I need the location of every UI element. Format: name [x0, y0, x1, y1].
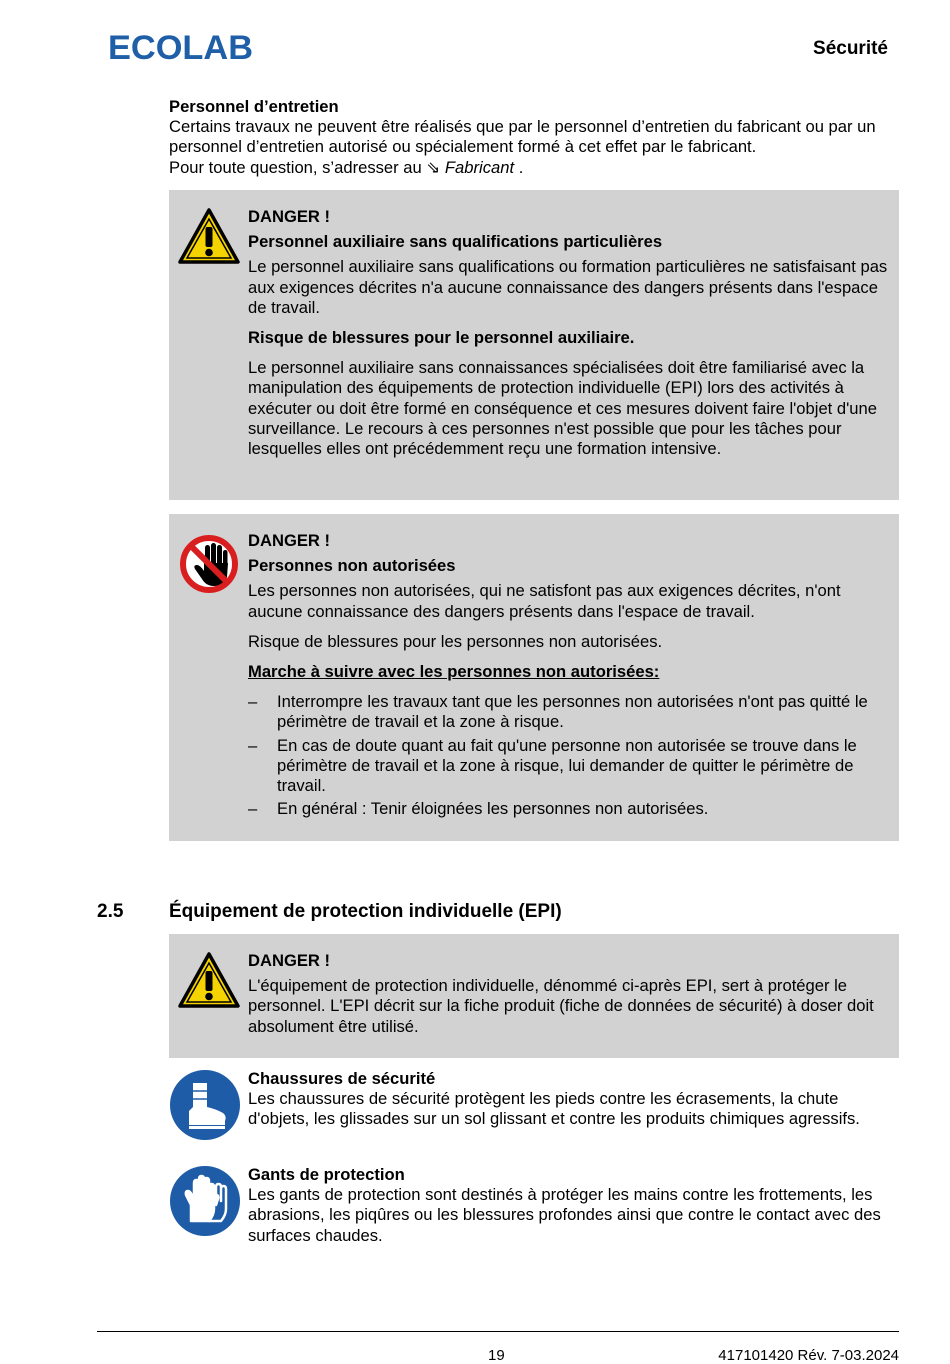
ppe-title: Chaussures de sécurité [248, 1069, 436, 1088]
protective-gloves-icon [169, 1165, 241, 1242]
danger-text: Les personnes non autorisées, qui ne satisfont pas aux exigences décrites, n'ont aucune connaissance des dangers présents dans l'espace de travail. [248, 581, 841, 621]
warning-triangle-icon [178, 952, 240, 1013]
dash: – [248, 692, 258, 712]
danger-title: Personnes non autorisées [248, 556, 456, 576]
page-number: 19 [488, 1347, 505, 1364]
intro-block [169, 97, 899, 178]
list-item [248, 692, 892, 732]
dash: – [248, 799, 258, 819]
danger-box-unauthorized [169, 514, 899, 841]
question-prefix: Pour toute question, s’adresser au [169, 157, 422, 177]
danger-text: L'équipement de protection individuelle, dénommé ci-après EPI, sert à protéger le personnel. L'EPI décrit sur la fiche produit (fiche de données de sécurité) à doser doit absolument être utilisé. [248, 976, 874, 1036]
list-item-text: En général : Tenir éloignées les personnes non autorisées. [277, 799, 709, 819]
danger-signal: DANGER ! [248, 951, 331, 970]
procedure-heading: Marche à suivre avec les personnes non autorisées: [248, 662, 660, 682]
danger-consequence: Risque de blessures pour les personnes non autorisées. [248, 631, 663, 651]
intro-text: Certains travaux ne peuvent être réalisés que par le personnel d’entretien du fabricant ou par un personnel d’entretien autorisé ou spécialement formé à cet effet par le fabricant. [169, 117, 876, 157]
danger-text: Le personnel auxiliaire sans qualifications ou formation particulières ne satisfaisant pas aux exigences décrites n'a aucune connaissance des dangers présents dans l'espace de travail. [248, 257, 888, 317]
no-entry-hand-icon [178, 533, 240, 600]
procedure-list [248, 692, 892, 819]
document-reference: 417101420 Rév. 7-03.2024 [718, 1347, 899, 1364]
header-title: Sécurité [813, 38, 888, 59]
safety-boot-icon [169, 1069, 241, 1146]
footer-divider [97, 1331, 899, 1332]
ppe-text: Les gants de protection sont destinés à protéger les mains contre les frottements, les abrasions, les piqûres ou les blessures profondes ainsi que contre le contact avec des surfaces chaudes. [248, 1185, 881, 1245]
section-number: 2.5 [97, 901, 124, 922]
dash: – [248, 735, 258, 755]
danger-box-ppe [169, 934, 899, 1058]
danger-title: Personnel auxiliaire sans qualifications particulières [248, 232, 663, 252]
link-arrow-icon: ⇘ [426, 157, 441, 177]
list-item-text: Interrompre les travaux tant que les personnes non autorisées n'ont pas quitté le périmètre de travail et la zone à risque. [277, 692, 868, 732]
warning-triangle-icon [178, 208, 240, 269]
fabricant-link[interactable]: Fabricant [444, 157, 515, 177]
danger-consequence: Risque de blessures pour le personnel auxiliaire. [248, 328, 635, 348]
intro-question [169, 158, 899, 178]
danger-box-auxiliary [169, 190, 899, 500]
danger-signal: DANGER ! [248, 207, 331, 226]
question-suffix: . [518, 157, 524, 177]
section-title: Équipement de protection individuelle (EPI) [169, 901, 562, 922]
list-item [248, 799, 892, 819]
logo-text: ECOLAB [108, 30, 253, 62]
list-item-text: En cas de doute quant au fait qu'une personne non autorisée se trouve dans le périmètre de travail et la zone à risque, lui demander de quitter le périmètre de travail. [277, 735, 857, 796]
ecolab-logo [108, 30, 258, 67]
ppe-title: Gants de protection [248, 1165, 405, 1184]
list-item [248, 736, 892, 797]
danger-signal: DANGER ! [248, 531, 331, 550]
danger-measure: Le personnel auxiliaire sans connaissances spécialisées doit être familiarisé avec la manipulation des équipements de protection individuelle (EPI) lors des activités à exécuter ou doit être formé en conséquence et ces mesures doivent faire l'objet d'une surveillance. Le recours à ces personnes n'est possible que pour les tâches pour lesquelles elles ont précédemment reçu une formation intensive. [248, 358, 877, 459]
intro-heading: Personnel d’entretien [169, 97, 339, 116]
ppe-text: Les chaussures de sécurité protègent les pieds contre les écrasements, la chute d'objets, les glissades sur un sol glissant et contre les produits chimiques agressifs. [248, 1089, 860, 1129]
